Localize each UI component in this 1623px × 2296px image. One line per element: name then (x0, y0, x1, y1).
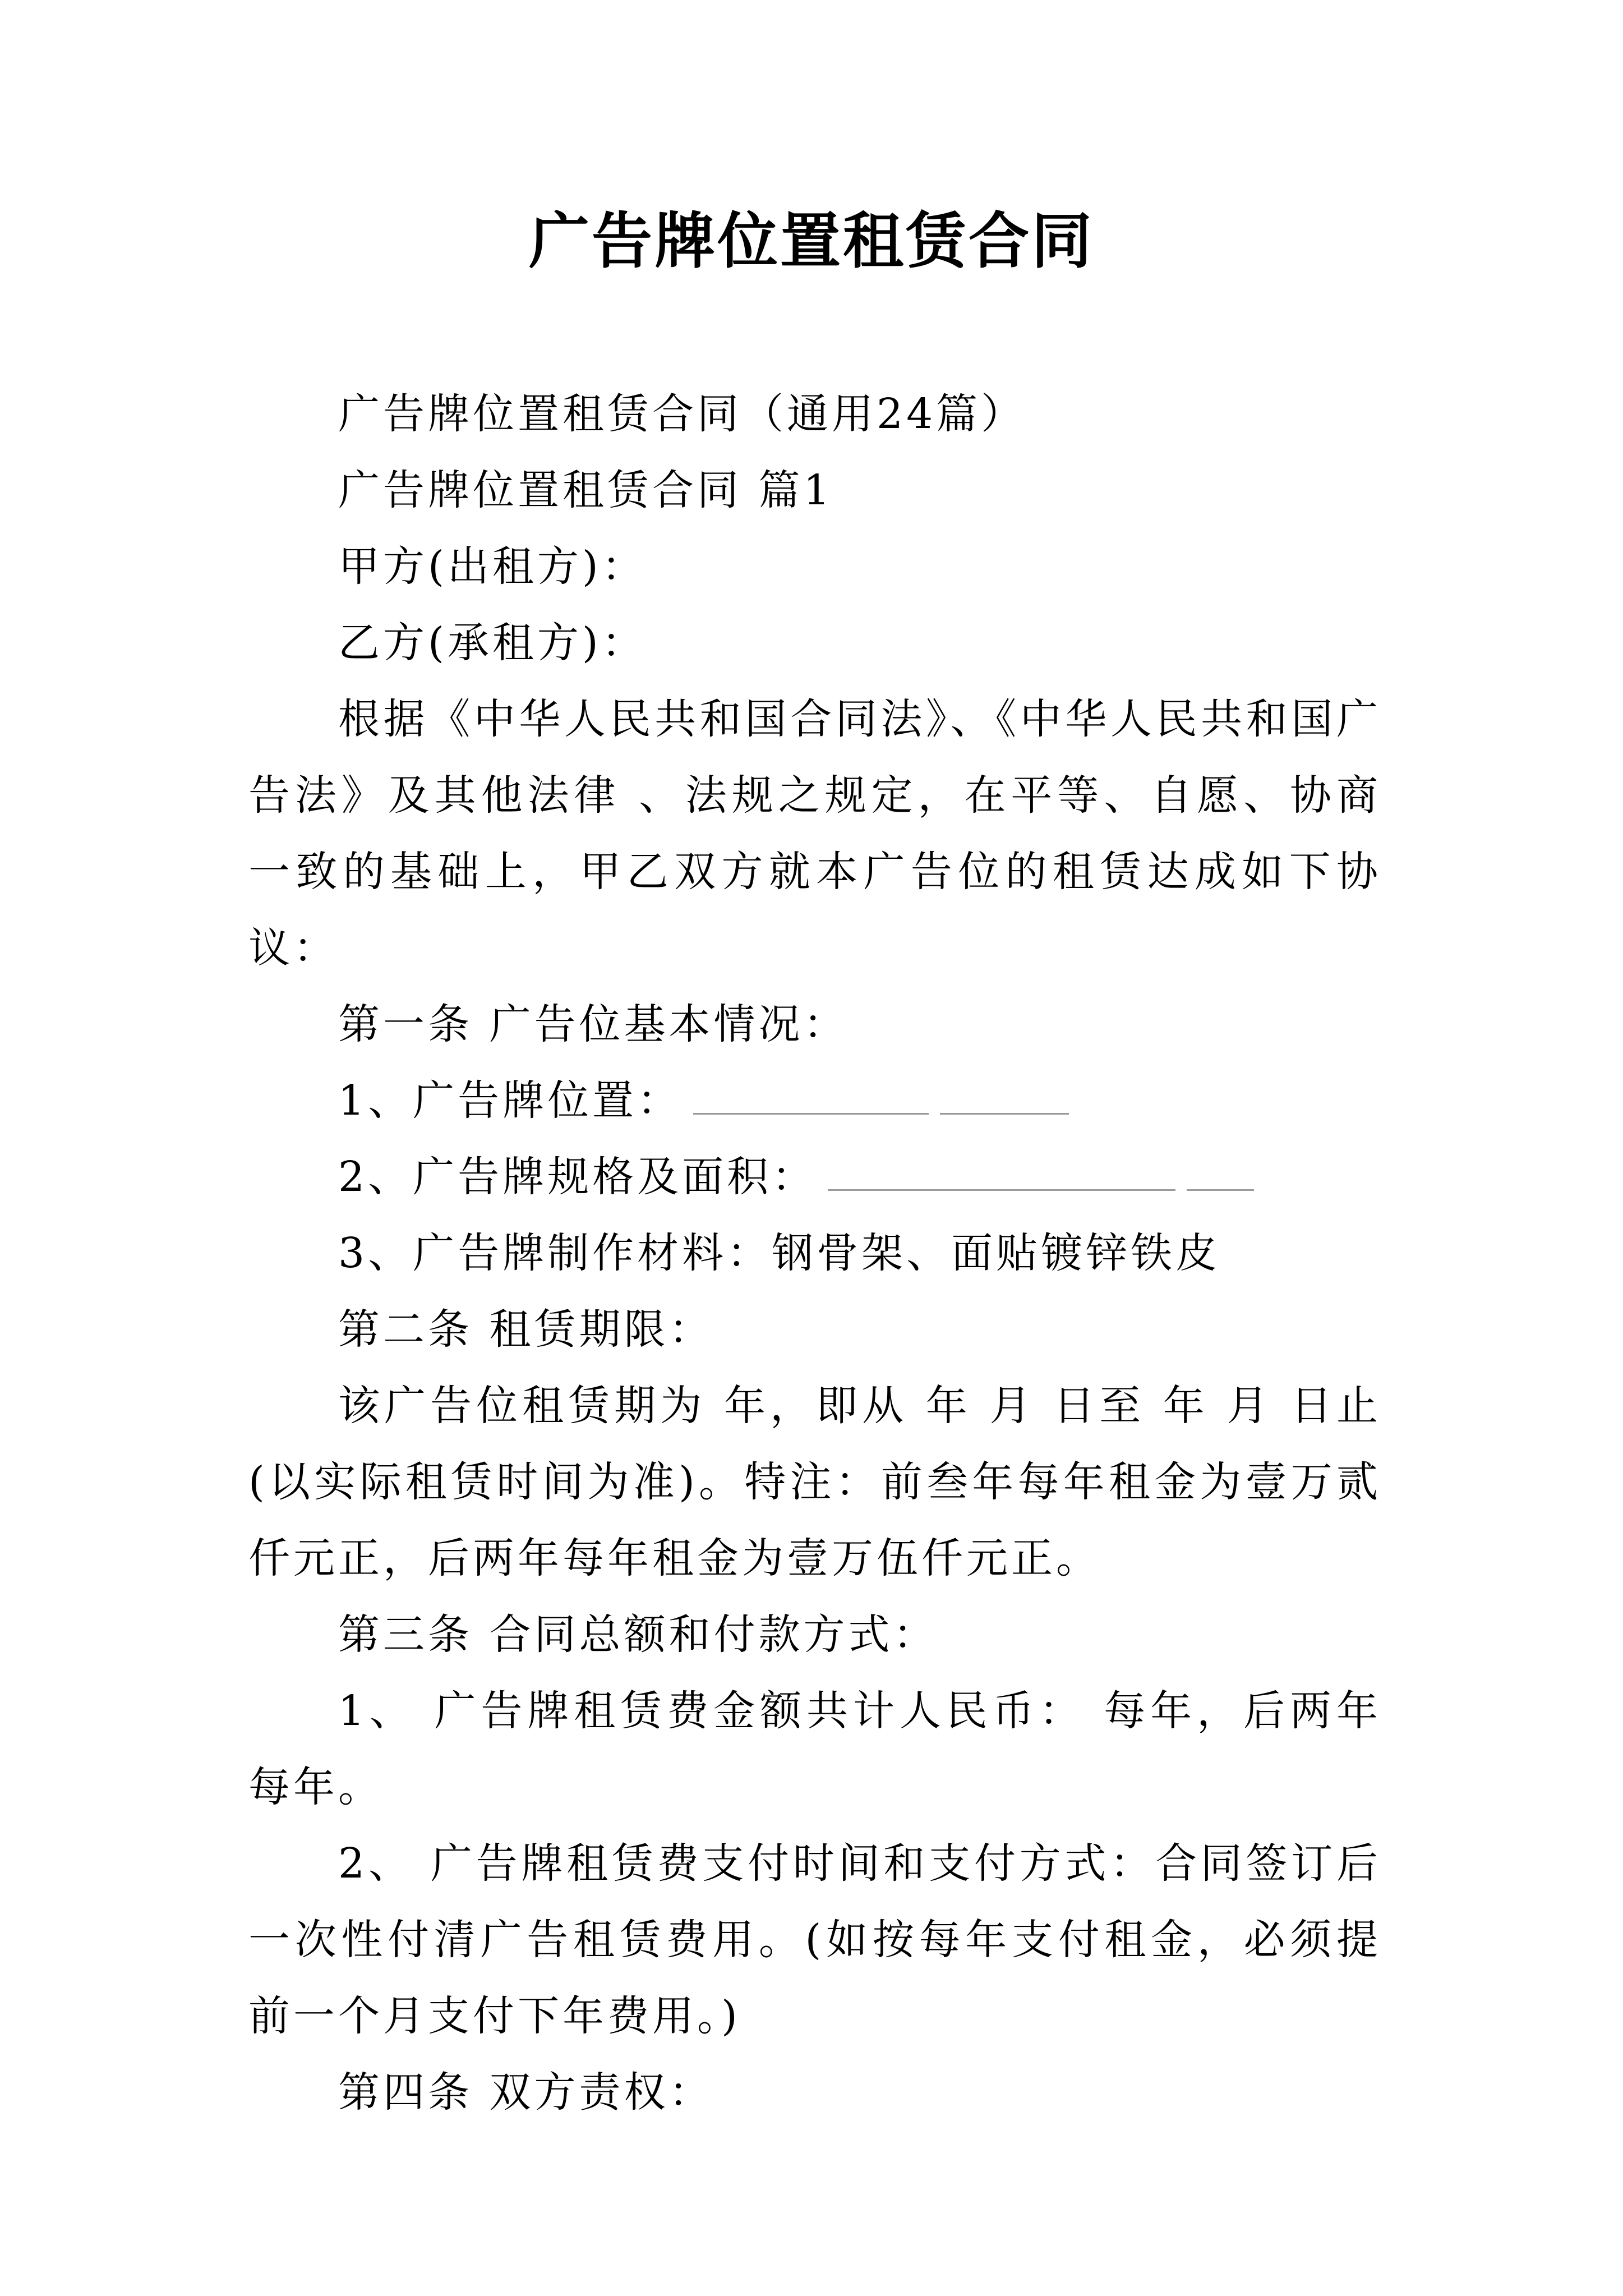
article-3-item-2: 2、 广告牌租赁费支付时间和支付方式：合同签订后一次性付清广告租赁费用。(如按每年支付租金，必须提前一个月支付下年费用。) (248, 1839, 1381, 2040)
document-body (248, 376, 1398, 2131)
article-4-heading: 第四条 双方责权： (338, 2068, 714, 2116)
article-1-item-2 (248, 1139, 1381, 1215)
document-title: 广告牌位置租赁合同 (528, 206, 1094, 277)
article-1-item-1 (248, 1062, 1381, 1139)
fill-in-blank (1187, 1150, 1254, 1191)
fill-in-blank (828, 1150, 1175, 1191)
fill-in-blank (940, 1074, 1069, 1115)
party-b: 乙方(承租方)： (338, 619, 647, 667)
preamble-paragraph: 根据《中华人民共和国合同法》、《中华人民共和国广告法》及其他法律 、法规之规定，在平等、自愿、协商一致的基础上，甲乙双方就本广告位的租赁达成如下协议： (248, 695, 1381, 972)
article-3-heading: 第三条 合同总额和付款方式： (338, 1611, 938, 1659)
article-2-paragraph: 该广告位租赁期为 年，即从 年 月 日至 年 月 日止(以实际租赁时间为准)。特注：前叁年每年租金为壹万贰仟元正，后两年每年租金为壹万伍仟元正。 (248, 1382, 1381, 1582)
article-1-item-3: 3、广告牌制作材料：钢骨架、面贴镀锌铁皮 (338, 1229, 1221, 1277)
article-1-heading: 第一条 广告位基本情况： (338, 1000, 849, 1048)
item-label: 2、广告牌规格及面积： (338, 1153, 817, 1201)
subtitle: 广告牌位置租赁合同（通用24篇） (338, 390, 1026, 438)
fill-in-blank (693, 1074, 929, 1115)
item-label: 1、广告牌位置： (338, 1076, 683, 1125)
article-2-heading: 第二条 租赁期限： (338, 1305, 714, 1354)
party-a: 甲方(出租方)： (338, 542, 647, 591)
section-heading-part-1: 广告牌位置租赁合同 篇1 (338, 466, 833, 514)
article-3-item-1: 1、 广告牌租赁费金额共计人民币： 每年，后两年 每年。 (248, 1687, 1398, 1811)
